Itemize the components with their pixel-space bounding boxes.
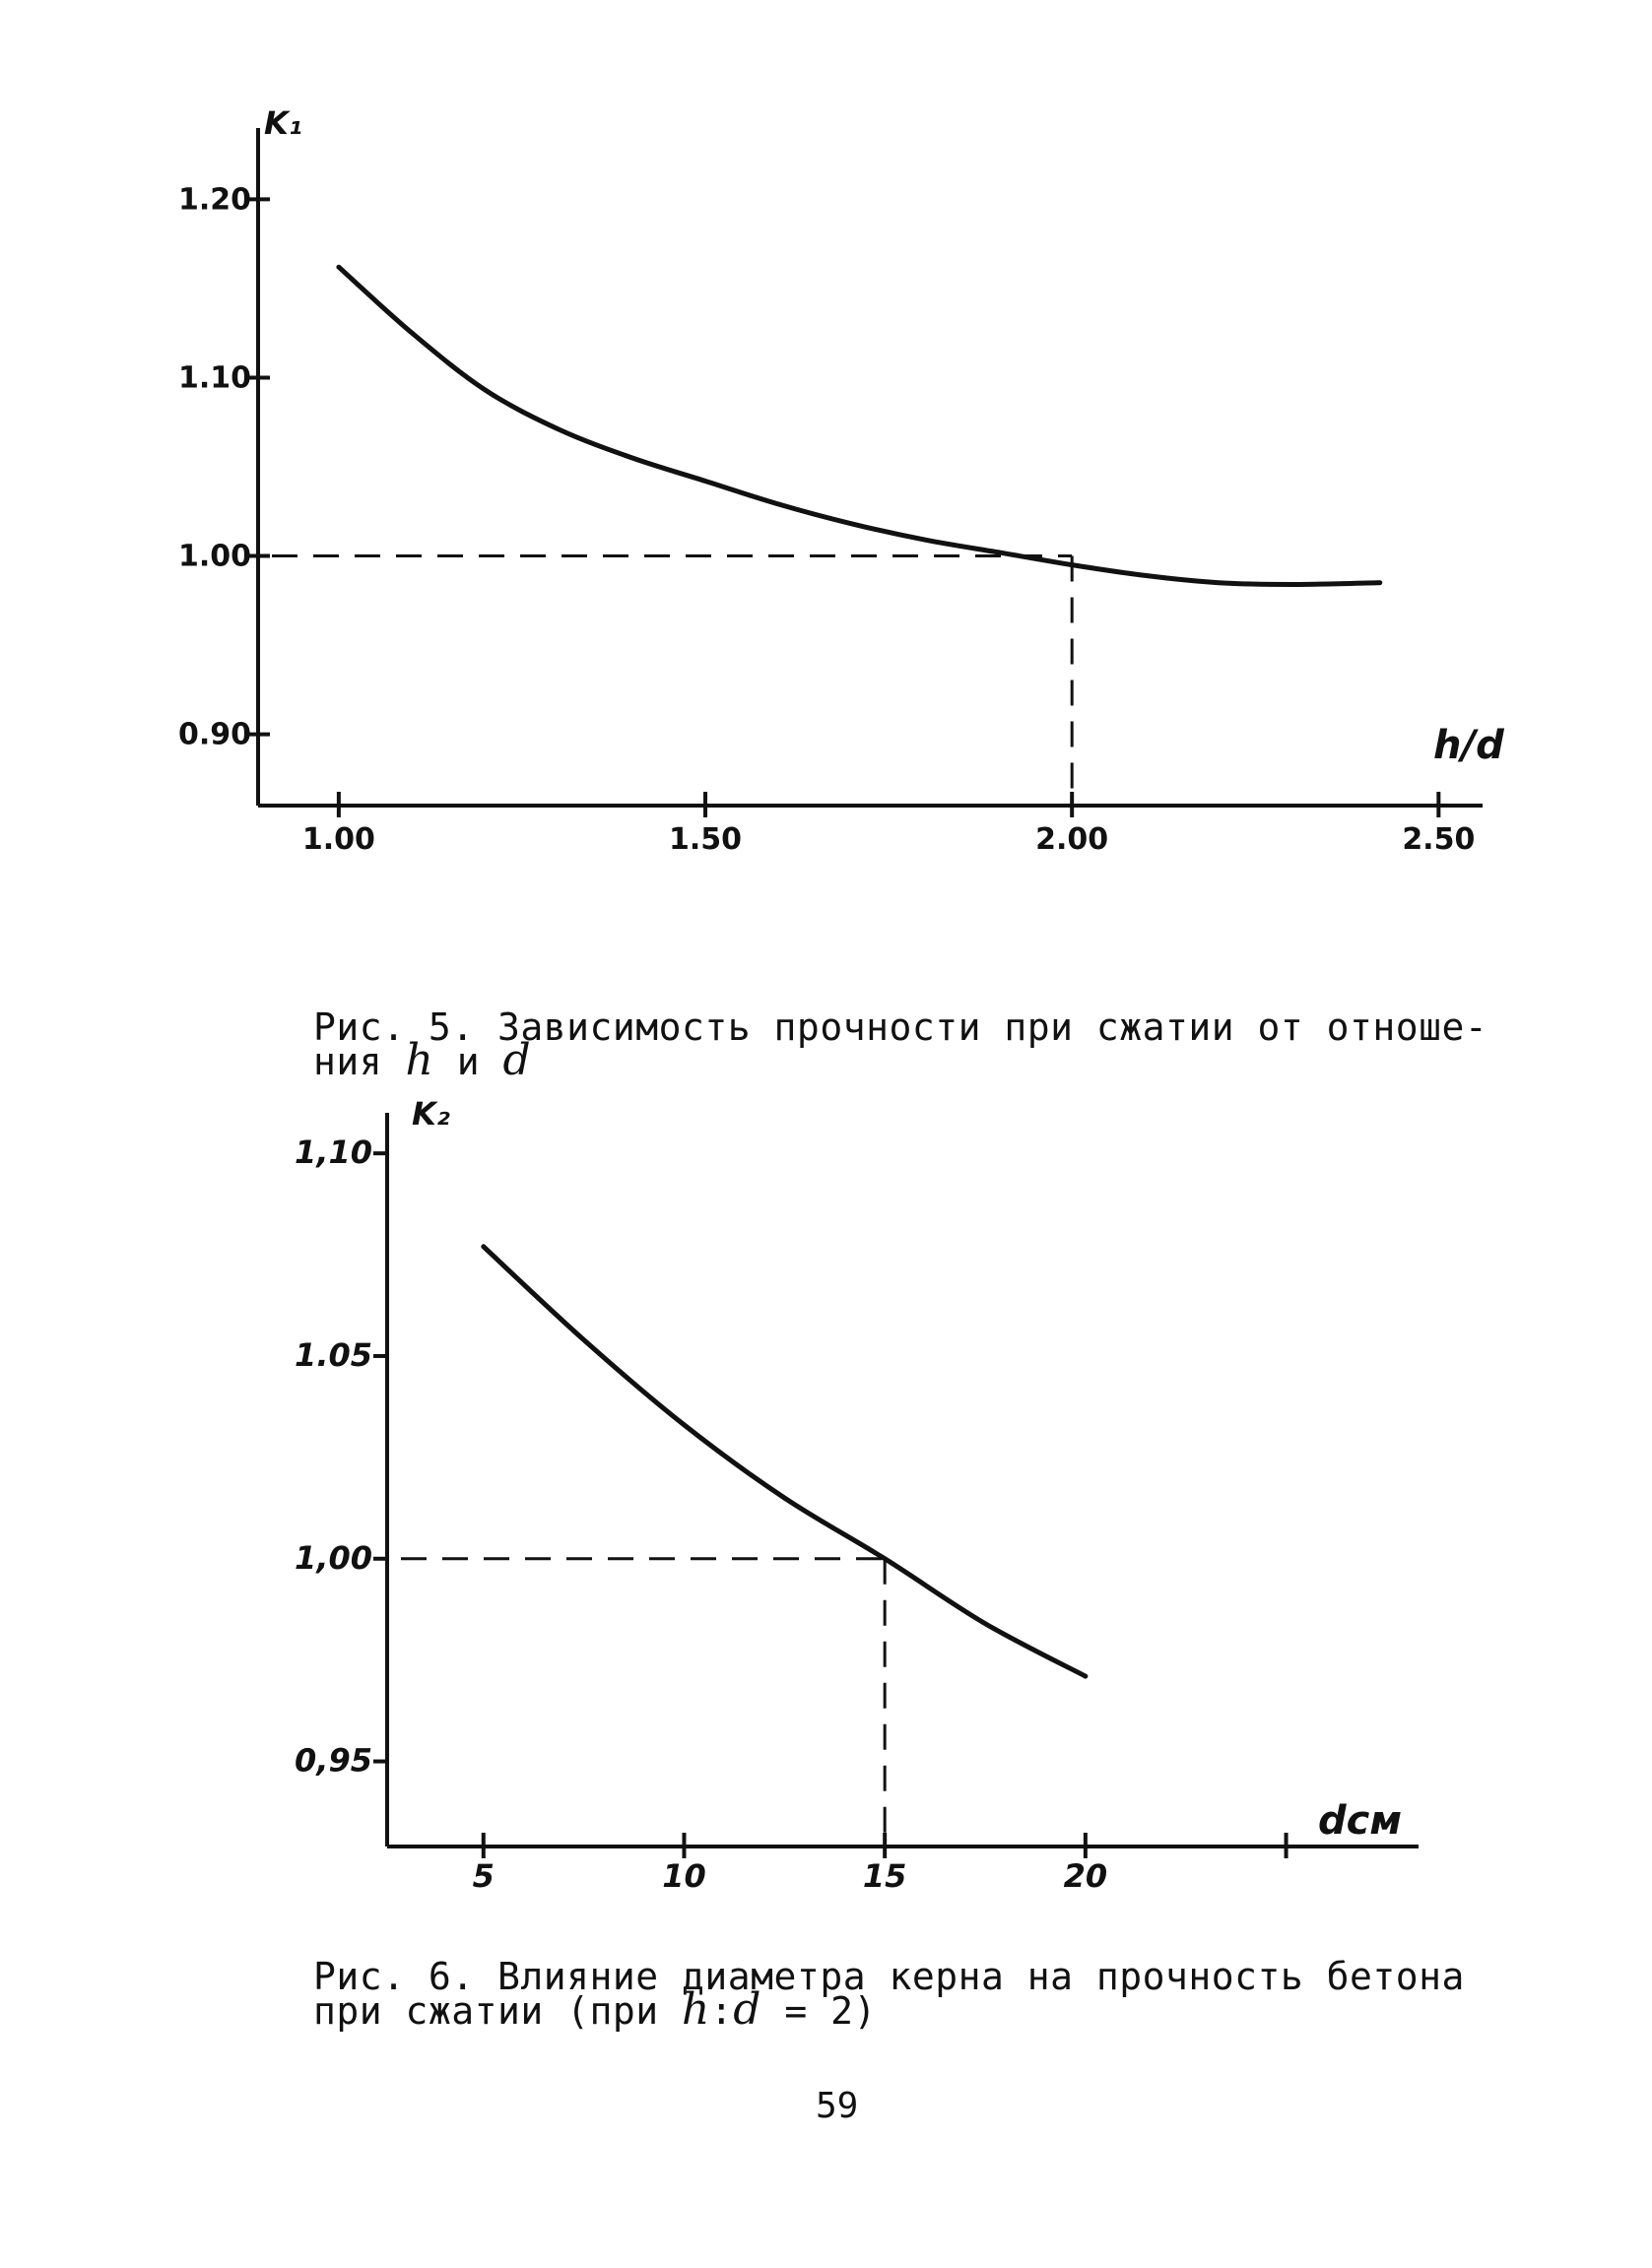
y-tick-label-1: 1,00	[295, 1538, 372, 1577]
figure-6-caption-d: d	[733, 1984, 761, 2035]
x-axis-title: dсм	[1318, 1798, 1403, 1844]
series-line-0	[484, 1247, 1086, 1676]
figure-6-caption-line2-prefix: при сжатии (при	[313, 1989, 683, 2033]
x-axis-title: h/d	[1433, 723, 1504, 768]
y-tick-label-2: 1.05	[295, 1335, 372, 1374]
y-axis-title: K₂	[412, 1095, 450, 1133]
figure-6-caption-h: h	[682, 1984, 710, 2035]
figure-5-caption-and: и	[433, 1040, 503, 1083]
x-tick-label-3: 20	[1063, 1857, 1108, 1895]
y-tick-label-3: 1,10	[295, 1134, 372, 1172]
y-tick-label-1: 1.00	[177, 539, 251, 574]
figure-6-caption-line1: Рис. 6. Влияние диаметра керна на прочность бетона	[313, 1955, 1465, 1998]
figure-6-caption	[313, 1926, 1465, 2035]
figure-5-caption-h: h	[405, 1035, 434, 1085]
x-tick-label-2: 2.00	[1035, 822, 1109, 857]
y-tick-label-3: 1.20	[177, 182, 251, 218]
x-tick-label-2: 15	[862, 1857, 907, 1895]
x-tick-label-0: 1.00	[301, 822, 375, 857]
figure-5-caption-line2-prefix: ния	[313, 1040, 406, 1083]
x-tick-label-1: 10	[662, 1857, 706, 1895]
page-number: 59	[816, 2086, 859, 2126]
y-tick-label-2: 1.10	[177, 360, 251, 396]
figure-5-caption	[313, 977, 1488, 1085]
x-tick-label-1: 1.50	[669, 822, 743, 857]
figure-6-caption-colon: :	[709, 1989, 734, 2033]
x-tick-label-0: 5	[472, 1857, 495, 1895]
y-axis-title: K₁	[264, 104, 302, 142]
y-tick-label-0: 0.90	[177, 717, 251, 752]
figure-5-caption-d: d	[502, 1035, 532, 1085]
figure-5-caption-line1: Рис. 5. Зависимость прочности при сжатии от отноше-	[313, 1005, 1488, 1049]
x-tick-label-3: 2.50	[1402, 822, 1476, 857]
figure-6-caption-suffix: = 2)	[760, 1989, 877, 2033]
y-tick-label-0: 0,95	[295, 1741, 372, 1780]
